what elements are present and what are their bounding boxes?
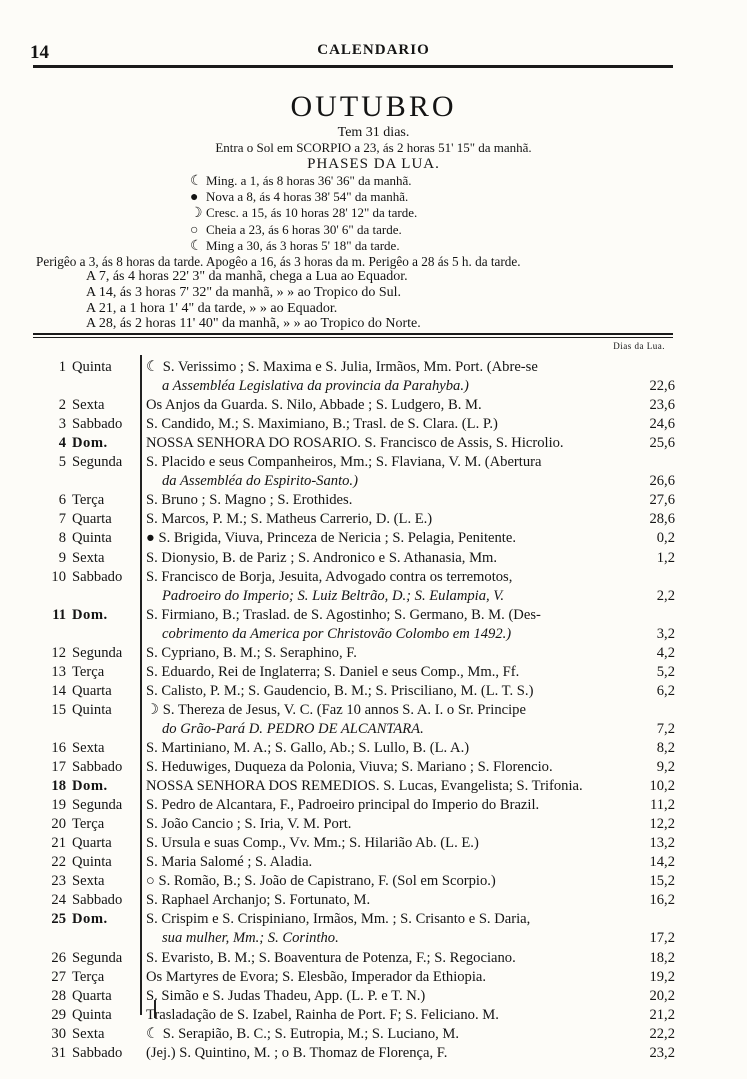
day-number: 27 bbox=[51, 968, 66, 985]
moon-age: 21,2 bbox=[649, 1006, 675, 1023]
moon-phase-row bbox=[190, 222, 402, 239]
day-number: 18 bbox=[51, 778, 66, 795]
moon-age: 13,2 bbox=[649, 835, 675, 852]
moon-age: 23,2 bbox=[649, 1044, 675, 1061]
weekday: Sabbado bbox=[72, 1044, 123, 1061]
saints-line: S. Ursula e suas Comp., Vv. Mm.; S. Hilarião Ab. (L. E.) bbox=[146, 835, 479, 852]
weekday: Quinta bbox=[72, 530, 112, 547]
saints-line: ● S. Brigida, Viuva, Princeza de Nericia ; S. Pelagia, Penitente. bbox=[146, 530, 516, 547]
weekday: Quarta bbox=[72, 511, 112, 528]
saints-text bbox=[146, 853, 636, 872]
saints-line-continued: sua mulher, Mm.; S. Corintho. bbox=[162, 930, 339, 947]
day-number: 9 bbox=[58, 549, 66, 566]
saints-line: S. João Cancio ; S. Iria, V. M. Port. bbox=[146, 816, 352, 833]
day-number: 30 bbox=[51, 1025, 66, 1042]
saints-text bbox=[146, 758, 636, 777]
moon-age: 28,6 bbox=[649, 511, 675, 528]
weekday: Sexta bbox=[72, 549, 105, 566]
saints-line: S. Francisco de Borja, Jesuita, Advogado contra os terremotos, bbox=[146, 568, 513, 585]
moon-phase-row bbox=[190, 189, 408, 206]
moon-age: 6,2 bbox=[656, 682, 675, 699]
saints-line: S. Martiniano, M. A.; S. Gallo, Ab.; S. Lullo, B. (L. A.) bbox=[146, 740, 470, 756]
day-number: 11 bbox=[52, 606, 66, 623]
saints-text bbox=[146, 396, 636, 415]
saints-text bbox=[146, 987, 636, 1006]
moon-age: 22,2 bbox=[649, 1025, 675, 1042]
day-number: 2 bbox=[58, 397, 66, 414]
page-number: 14 bbox=[30, 42, 49, 63]
moon-age: 14,2 bbox=[649, 854, 675, 871]
weekday: Quarta bbox=[72, 987, 112, 1004]
saints-line: Os Martyres de Evora; S. Elesbão, Imperador da Ethiopia. bbox=[146, 968, 487, 985]
moon-age: 8,2 bbox=[656, 740, 675, 756]
moon-age: 11,2 bbox=[650, 797, 675, 814]
equator-line: A 28, ás 2 horas 11' 40" da manhã, » » ao Tropico do Norte. bbox=[86, 316, 421, 331]
saints-text bbox=[146, 815, 636, 834]
moon-age: 18,2 bbox=[649, 949, 675, 966]
day-number: 13 bbox=[51, 663, 66, 680]
day-number: 6 bbox=[58, 492, 66, 509]
moon-age: 2,2 bbox=[656, 587, 675, 604]
perigeo-line: Perigêo a 3, ás 8 horas da tarde. Apogêo a 16, ás 3 horas da m. Perigêo a 28 ás 5 h. da tarde. bbox=[36, 254, 521, 269]
saints-line: S. Maria Salomé ; S. Aladia. bbox=[146, 854, 313, 871]
moon-age: 0,2 bbox=[656, 530, 675, 547]
saints-text bbox=[146, 949, 636, 968]
column-rule bbox=[140, 355, 142, 1015]
day-number: 10 bbox=[51, 568, 66, 585]
moon-age: 19,2 bbox=[649, 968, 675, 985]
saints-line: S. Bruno ; S. Magno ; S. Erothides. bbox=[146, 492, 353, 509]
saints-line: ☽ S. Thereza de Jesus, V. C. (Faz 10 annos S. A. I. o Sr. Principe bbox=[146, 701, 526, 718]
saints-line: S. Dionysio, B. de Pariz ; S. Andronico e S. Athanasia, Mm. bbox=[146, 549, 498, 566]
days-count: Tem 31 dias. bbox=[337, 125, 410, 140]
moon-age: 10,2 bbox=[649, 778, 675, 795]
moon-phase-text: Cheia a 23, ás 6 horas 30' 6" da tarde. bbox=[206, 222, 402, 237]
weekday: Sexta bbox=[72, 1025, 105, 1042]
weekday: Terça bbox=[72, 816, 105, 833]
weekday: Dom. bbox=[72, 778, 108, 795]
weekday: Quinta bbox=[72, 701, 112, 718]
moon-age: 16,2 bbox=[649, 892, 675, 909]
saints-line: S. Calisto, P. M.; S. Gaudencio, B. M.; S. Prisciliano, M. (L. T. S.) bbox=[146, 682, 534, 699]
saints-line: Trasladação de S. Izabel, Rainha de Port. F; S. Feliciano. M. bbox=[146, 1006, 499, 1023]
weekday: Sexta bbox=[72, 873, 105, 890]
weekday: Terça bbox=[72, 968, 105, 985]
day-number: 3 bbox=[58, 416, 66, 433]
moon-age: 15,2 bbox=[649, 873, 675, 890]
day-number: 19 bbox=[51, 797, 66, 814]
saints-line: S. Placido e seus Companheiros, Mm.; S. Flaviana, V. M. (Abertura bbox=[146, 454, 542, 471]
saints-text bbox=[146, 434, 636, 453]
saints-text bbox=[146, 568, 636, 606]
moon-phase-icon: ☾ bbox=[190, 174, 203, 189]
running-title: CALENDARIO bbox=[317, 42, 430, 58]
sun-entry: Entra o Sol em SCORPIO a 23, ás 2 horas 51' 15" da manhã. bbox=[215, 140, 532, 155]
equator-line: A 7, ás 4 horas 22' 3" da manhã, chega a Lua ao Equador. bbox=[86, 269, 408, 284]
saints-text bbox=[146, 358, 636, 396]
saints-line: S. Marcos, P. M.; S. Matheus Carrerio, D. (L. E.) bbox=[146, 511, 433, 528]
weekday: Sabbado bbox=[72, 759, 123, 776]
section-rule-thin bbox=[33, 337, 673, 338]
moon-phase-row bbox=[190, 173, 412, 190]
moon-age: 9,2 bbox=[656, 759, 675, 776]
saints-text bbox=[146, 777, 636, 796]
header-rule bbox=[33, 65, 673, 68]
saints-line: S. Eduardo, Rei de Inglaterra; S. Daniel e seus Comp., Mm., Ff. bbox=[146, 663, 520, 680]
section-rule bbox=[33, 333, 673, 335]
moon-age: 17,2 bbox=[649, 930, 675, 947]
saints-text bbox=[146, 415, 636, 434]
saints-text bbox=[146, 796, 636, 815]
saints-line: ☾ S. Verissimo ; S. Maxima e S. Julia, Irmãos, Mm. Port. (Abre-se bbox=[146, 359, 538, 375]
saints-text bbox=[146, 1044, 636, 1063]
weekday: Dom. bbox=[72, 911, 108, 928]
saints-text bbox=[146, 606, 636, 644]
saints-line-continued: cobrimento da America por Christovão Colombo em 1492.) bbox=[162, 625, 512, 642]
moon-age: 20,2 bbox=[649, 987, 675, 1004]
weekday: Quarta bbox=[72, 682, 112, 699]
saints-line: S. Firmiano, B.; Traslad. de S. Agostinho; S. Germano, B. M. (Des- bbox=[146, 606, 541, 623]
moon-age-header: Dias da Lua. bbox=[613, 341, 665, 351]
day-number: 16 bbox=[51, 740, 66, 756]
saints-line: NOSSA SENHORA DO ROSARIO. S. Francisco de Assis, S. Hicrolio. bbox=[146, 435, 564, 452]
saints-line: S. Raphael Archanjo; S. Fortunato, M. bbox=[146, 892, 371, 909]
day-number: 21 bbox=[51, 835, 66, 852]
saints-line-continued: Padroeiro do Imperio; S. Luiz Beltrão, D.; S. Eulampia, V. bbox=[162, 587, 504, 604]
moon-phase-row bbox=[190, 205, 417, 222]
day-number: 12 bbox=[51, 644, 66, 661]
moon-age: 4,2 bbox=[656, 644, 675, 661]
moon-phase-text: Nova a 8, ás 4 horas 38' 54" da manhã. bbox=[206, 189, 409, 204]
weekday: Terça bbox=[72, 492, 105, 509]
saints-line: Os Anjos da Guarda. S. Nilo, Abbade ; S. Ludgero, B. M. bbox=[146, 397, 482, 414]
moon-age: 1,2 bbox=[656, 549, 675, 566]
saints-text bbox=[146, 510, 636, 529]
weekday: Segunda bbox=[72, 644, 123, 661]
moon-age: 27,6 bbox=[649, 492, 675, 509]
saints-line: NOSSA SENHORA DOS REMEDIOS. S. Lucas, Evangelista; S. Trifonia. bbox=[146, 778, 583, 795]
day-number: 17 bbox=[51, 759, 66, 776]
saints-line-continued: da Assembléa do Espirito-Santo.) bbox=[162, 473, 358, 490]
saints-text bbox=[146, 663, 636, 682]
moon-age: 24,6 bbox=[649, 416, 675, 433]
weekday: Sexta bbox=[72, 740, 105, 756]
saints-text bbox=[146, 491, 636, 510]
weekday: Sabbado bbox=[72, 892, 123, 909]
day-number: 1 bbox=[58, 359, 66, 375]
saints-text bbox=[146, 834, 636, 853]
day-number: 28 bbox=[51, 987, 66, 1004]
saints-text bbox=[146, 644, 636, 663]
weekday: Quinta bbox=[72, 359, 112, 375]
weekday: Terça bbox=[72, 663, 105, 680]
saints-text bbox=[146, 682, 636, 701]
day-number: 24 bbox=[51, 892, 66, 909]
moon-phase-icon: ☾ bbox=[190, 239, 203, 254]
moon-phase-icon: ● bbox=[190, 190, 199, 205]
day-number: 5 bbox=[58, 454, 66, 471]
weekday: Quinta bbox=[72, 1006, 112, 1023]
saints-line: ☾ S. Serapião, B. C.; S. Eutropia, M.; S. Luciano, M. bbox=[146, 1025, 460, 1042]
saints-text bbox=[146, 529, 636, 548]
moon-phase-text: Ming a 30, ás 3 horas 5' 18" da tarde. bbox=[206, 238, 400, 253]
saints-text bbox=[146, 701, 636, 739]
moon-phase-icon: ○ bbox=[190, 223, 199, 238]
weekday: Sabbado bbox=[72, 568, 123, 585]
saints-text bbox=[146, 910, 636, 948]
day-number: 29 bbox=[51, 1006, 66, 1023]
moon-age: 7,2 bbox=[656, 720, 675, 737]
day-number: 7 bbox=[58, 511, 66, 528]
saints-text bbox=[146, 891, 636, 910]
saints-text bbox=[146, 549, 636, 568]
weekday: Dom. bbox=[72, 606, 108, 623]
weekday: Dom. bbox=[72, 435, 108, 452]
day-number: 15 bbox=[51, 701, 66, 718]
day-number: 25 bbox=[51, 911, 66, 928]
weekday: Segunda bbox=[72, 797, 123, 814]
saints-text bbox=[146, 872, 636, 891]
saints-line: S. Pedro de Alcantara, F., Padroeiro principal do Imperio do Brazil. bbox=[146, 797, 540, 814]
moon-phase-text: Ming. a 1, ás 8 horas 36' 36" da manhã. bbox=[206, 173, 412, 188]
moon-phase-text: Cresc. a 15, ás 10 horas 28' 12" da tarde. bbox=[206, 205, 418, 220]
moon-age: 5,2 bbox=[656, 663, 675, 680]
saints-line: S. Crispim e S. Crispiniano, Irmãos, Mm. ; S. Crisanto e S. Daria, bbox=[146, 911, 531, 928]
saints-line: S. Evaristo, B. M.; S. Boaventura de Potenza, F.; S. Regociano. bbox=[146, 949, 516, 966]
moon-age: 25,6 bbox=[649, 435, 675, 452]
saints-line: S. Simão e S. Judas Thadeu, App. (L. P. e T. N.) bbox=[146, 987, 426, 1004]
moon-age: 26,6 bbox=[649, 473, 675, 490]
saints-line: (Jej.) S. Quintino, M. ; o B. Thomaz de Florença, F. bbox=[146, 1044, 448, 1061]
saints-text bbox=[146, 453, 636, 491]
saints-text bbox=[146, 739, 636, 758]
weekday: Segunda bbox=[72, 949, 123, 966]
saints-line: S. Candido, M.; S. Maximiano, B.; Trasl. de S. Clara. (L. P.) bbox=[146, 416, 498, 433]
moon-age: 3,2 bbox=[656, 625, 675, 642]
day-number: 23 bbox=[51, 873, 66, 890]
moon-phase-icon: ☽ bbox=[190, 206, 203, 221]
saints-line-continued: a Assembléa Legislativa da provincia da Parahyba.) bbox=[162, 378, 469, 394]
day-number: 4 bbox=[58, 435, 66, 452]
moon-age: 23,6 bbox=[649, 397, 675, 414]
moon-age: 12,2 bbox=[649, 816, 675, 833]
saints-line: S. Cypriano, B. M.; S. Seraphino, F. bbox=[146, 644, 357, 661]
equator-line: A 14, ás 3 horas 7' 32" da manhã, » » ao Tropico do Sul. bbox=[86, 285, 402, 300]
day-number: 20 bbox=[51, 816, 66, 833]
day-number: 26 bbox=[51, 949, 66, 966]
month-title: OUTUBRO bbox=[290, 90, 457, 123]
saints-text bbox=[146, 1006, 636, 1025]
saints-line: ○ S. Romão, B.; S. João de Capistrano, F. (Sol em Scorpio.) bbox=[146, 873, 496, 890]
moon-age: 22,6 bbox=[649, 378, 675, 395]
day-number: 8 bbox=[58, 530, 66, 547]
weekday: Quinta bbox=[72, 854, 112, 871]
equator-line: A 21, a 1 hora 1' 4" da tarde, » » ao Equador. bbox=[86, 301, 338, 316]
phases-title: PHASES DA LUA. bbox=[307, 156, 440, 172]
weekday: Segunda bbox=[72, 454, 123, 471]
saints-text bbox=[146, 1025, 636, 1044]
saints-line-continued: do Grão-Pará D. PEDRO DE ALCANTARA. bbox=[162, 720, 424, 737]
day-number: 22 bbox=[51, 854, 66, 871]
saints-text bbox=[146, 968, 636, 987]
moon-phase-row bbox=[190, 238, 400, 255]
day-number: 31 bbox=[51, 1044, 66, 1061]
weekday: Sexta bbox=[72, 397, 105, 414]
weekday: Sabbado bbox=[72, 416, 123, 433]
saints-line: S. Heduwiges, Duqueza da Polonia, Viuva; S. Mariano ; S. Florencio. bbox=[146, 759, 553, 776]
day-number: 14 bbox=[51, 682, 66, 699]
weekday: Quarta bbox=[72, 835, 112, 852]
